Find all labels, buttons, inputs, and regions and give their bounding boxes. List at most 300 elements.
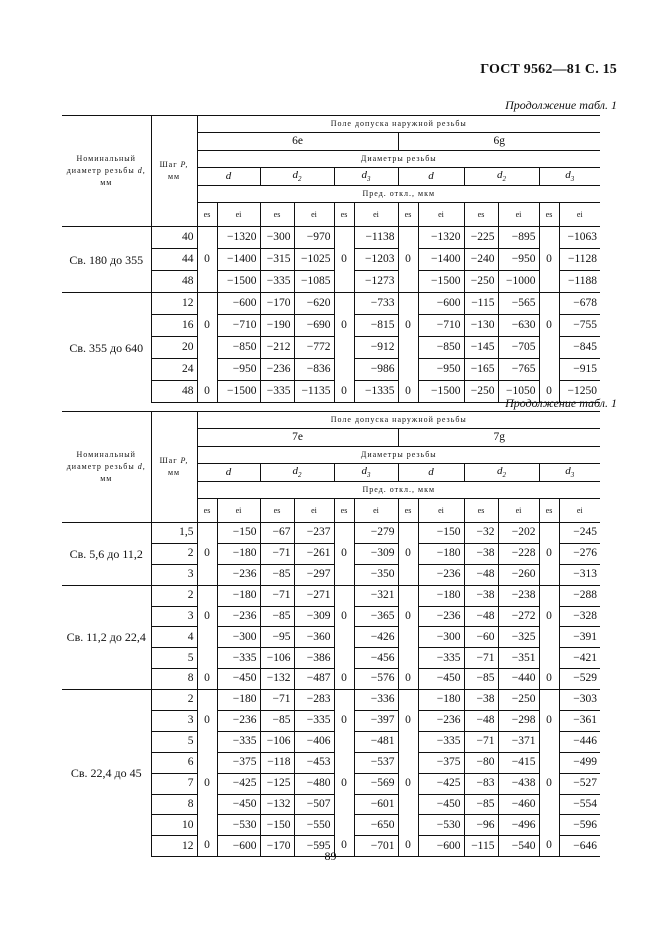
deviation-value: 0 — [539, 836, 559, 857]
deviation-value: −733 — [354, 293, 398, 315]
deviation-value: −600 — [418, 836, 464, 857]
deviation-value: −38 — [464, 543, 498, 564]
deviation-value — [197, 648, 217, 669]
deviation-value: −1400 — [418, 249, 464, 271]
deviation-value: −386 — [294, 648, 334, 669]
deviation-value: −596 — [559, 815, 600, 836]
deviation-value: −236 — [260, 359, 294, 381]
deviation-value: −710 — [217, 315, 260, 337]
deviation-value: −180 — [418, 543, 464, 564]
deviation-value: −335 — [217, 731, 260, 752]
deviation-value: −537 — [354, 752, 398, 773]
deviation-value: −250 — [464, 381, 498, 403]
ei-header: ei — [217, 499, 260, 523]
deviation-value — [398, 359, 418, 381]
deviation-value: −170 — [260, 836, 294, 857]
deviation-value: −335 — [260, 381, 294, 403]
deviation-value: −32 — [464, 523, 498, 544]
deviation-value — [398, 815, 418, 836]
deviation-value: 0 — [539, 381, 559, 403]
deviation-value: −836 — [294, 359, 334, 381]
deviations-header: Пред. откл., мкм — [197, 482, 600, 499]
deviation-value: −450 — [217, 794, 260, 815]
deviation-value: −237 — [294, 523, 334, 544]
deviation-value: −527 — [559, 773, 600, 794]
deviation-value: −250 — [498, 690, 539, 711]
nominal-diameter-range: Св. 355 до 640 — [69, 340, 144, 355]
deviation-value: −701 — [354, 836, 398, 857]
deviation-value: −315 — [260, 249, 294, 271]
field-header: Поле допуска наружной резьбы — [197, 412, 600, 429]
deviation-value — [539, 752, 559, 773]
deviation-value — [539, 815, 559, 836]
deviation-value: −1203 — [354, 249, 398, 271]
deviation-value: −260 — [498, 564, 539, 585]
deviation-value: −507 — [294, 794, 334, 815]
ei-header: ei — [559, 499, 600, 523]
deviation-value: −375 — [418, 752, 464, 773]
deviation-value: −228 — [498, 543, 539, 564]
deviation-value: −850 — [418, 337, 464, 359]
deviation-value: −71 — [260, 543, 294, 564]
tolerance-table-2 — [62, 411, 600, 857]
deviation-value: −496 — [498, 815, 539, 836]
deviation-value: −60 — [464, 627, 498, 648]
step-value: 20 — [151, 337, 197, 359]
deviation-value: 0 — [539, 606, 559, 627]
deviation-value: −298 — [498, 711, 539, 732]
deviation-value: −313 — [559, 564, 600, 585]
table-row — [62, 690, 600, 711]
deviation-value: 0 — [197, 315, 217, 337]
deviation-value: −595 — [294, 836, 334, 857]
deviation-value: 0 — [197, 773, 217, 794]
step-value: 3 — [151, 564, 197, 585]
deviation-value: −85 — [260, 564, 294, 585]
es-header: es — [334, 203, 354, 227]
field-header: Поле допуска наружной резьбы — [197, 116, 600, 133]
deviation-value — [398, 564, 418, 585]
deviation-value: −480 — [294, 773, 334, 794]
deviation-value — [539, 337, 559, 359]
deviation-value — [539, 690, 559, 711]
deviation-value: 0 — [398, 711, 418, 732]
step-value: 2 — [151, 585, 197, 606]
deviation-value: −335 — [217, 648, 260, 669]
deviation-value: 0 — [398, 773, 418, 794]
step-value: 5 — [151, 648, 197, 669]
deviation-value: −1135 — [294, 381, 334, 403]
deviation-value: 0 — [197, 381, 217, 403]
deviations-header: Пред. откл., мкм — [197, 186, 600, 203]
step-value: 1,5 — [151, 523, 197, 544]
deviation-value: −236 — [418, 564, 464, 585]
deviation-value: −106 — [260, 648, 294, 669]
deviation-value: −460 — [498, 794, 539, 815]
deviation-value: −309 — [354, 543, 398, 564]
deviation-value: −453 — [294, 752, 334, 773]
deviation-value: −48 — [464, 606, 498, 627]
deviation-value: 0 — [334, 315, 354, 337]
deviation-value: −276 — [559, 543, 600, 564]
deviation-value: −71 — [464, 648, 498, 669]
table-row — [62, 585, 600, 606]
deviation-value: −421 — [559, 648, 600, 669]
ei-header: ei — [559, 203, 600, 227]
deviation-value: −755 — [559, 315, 600, 337]
deviation-value — [398, 752, 418, 773]
deviation-value — [334, 648, 354, 669]
deviation-value: −85 — [464, 669, 498, 690]
deviation-value: −83 — [464, 773, 498, 794]
deviation-value — [334, 523, 354, 544]
deviation-value: 0 — [197, 711, 217, 732]
step-value: 8 — [151, 669, 197, 690]
deviation-value — [334, 293, 354, 315]
deviation-value — [197, 585, 217, 606]
deviation-value: −236 — [418, 606, 464, 627]
diam-d-header: d — [398, 168, 464, 186]
deviation-value: −1500 — [418, 271, 464, 293]
deviation-value: −236 — [217, 711, 260, 732]
deviation-value: −180 — [418, 585, 464, 606]
deviation-value: 0 — [398, 249, 418, 271]
deviation-value: −1050 — [498, 381, 539, 403]
deviation-value: 0 — [197, 836, 217, 857]
deviation-value — [539, 627, 559, 648]
deviation-value — [539, 794, 559, 815]
deviation-value: −238 — [498, 585, 539, 606]
deviation-value — [398, 271, 418, 293]
deviation-value: −600 — [217, 293, 260, 315]
deviation-value: 0 — [197, 669, 217, 690]
deviation-value: −145 — [464, 337, 498, 359]
step-value: 12 — [151, 293, 197, 315]
deviation-value: −250 — [464, 271, 498, 293]
diam-d3-header: $d_3$ — [334, 464, 398, 482]
deviation-value — [197, 523, 217, 544]
deviation-value: 0 — [539, 249, 559, 271]
deviation-value: −565 — [498, 293, 539, 315]
deviation-value: −150 — [260, 815, 294, 836]
ei-header: ei — [354, 499, 398, 523]
step-value: 40 — [151, 227, 197, 249]
diam-d2-header: $d_2$ — [464, 464, 539, 482]
step-value: 2 — [151, 690, 197, 711]
step-value: 12 — [151, 836, 197, 857]
deviation-value: −630 — [498, 315, 539, 337]
step-value: 8 — [151, 794, 197, 815]
deviation-value: −438 — [498, 773, 539, 794]
continuation-note-2: Продолжение табл. 1 — [505, 396, 617, 410]
deviation-value — [197, 359, 217, 381]
deviation-value: 0 — [197, 606, 217, 627]
deviation-value: −125 — [260, 773, 294, 794]
step-header: Шаг P, мм — [151, 412, 197, 523]
deviation-value: −1335 — [354, 381, 398, 403]
deviation-value: −705 — [498, 337, 539, 359]
deviation-value: −1138 — [354, 227, 398, 249]
deviation-value: −530 — [217, 815, 260, 836]
deviation-value: 0 — [334, 836, 354, 857]
deviation-value: −554 — [559, 794, 600, 815]
step-value: 6 — [151, 752, 197, 773]
deviation-value — [197, 752, 217, 773]
ei-header: ei — [418, 203, 464, 227]
diameters-header: Диаметры резьбы — [197, 447, 600, 464]
diam-d2-header: $d_2$ — [260, 168, 334, 186]
deviation-value — [334, 359, 354, 381]
deviation-value — [539, 227, 559, 249]
deviation-value: −915 — [559, 359, 600, 381]
diam-d3-header: $d_3$ — [334, 168, 398, 186]
deviation-value — [197, 731, 217, 752]
deviation-value: 0 — [334, 543, 354, 564]
diameters-header: Диаметры резьбы — [197, 151, 600, 168]
es-header: es — [197, 499, 217, 523]
deviation-value: −85 — [260, 606, 294, 627]
field-6e: 6e — [197, 133, 398, 151]
deviation-value: −601 — [354, 794, 398, 815]
deviation-value: −350 — [354, 564, 398, 585]
deviation-value: −132 — [260, 669, 294, 690]
deviation-value: −71 — [464, 731, 498, 752]
deviation-value: −212 — [260, 337, 294, 359]
deviation-value: −450 — [217, 669, 260, 690]
deviation-value: −351 — [498, 648, 539, 669]
deviation-value: −425 — [217, 773, 260, 794]
deviation-value — [197, 627, 217, 648]
nominal-diameter-range: Св. 11,2 до 22,4 — [62, 585, 151, 689]
deviation-value: −845 — [559, 337, 600, 359]
deviation-value: 0 — [398, 836, 418, 857]
deviation-value: −481 — [354, 731, 398, 752]
diam-d-header: d — [197, 464, 260, 482]
deviation-value: −150 — [418, 523, 464, 544]
field-6g: 6g — [398, 133, 600, 151]
deviation-value: −180 — [217, 543, 260, 564]
ei-header: ei — [217, 203, 260, 227]
deviation-value: −321 — [354, 585, 398, 606]
es-header: es — [398, 203, 418, 227]
deviation-value: −80 — [464, 752, 498, 773]
continuation-note-1: Продолжение табл. 1 — [505, 98, 617, 112]
tolerance-table-1 — [62, 115, 600, 403]
es-header: es — [464, 203, 498, 227]
deviation-value: −236 — [217, 564, 260, 585]
deviation-value: −1273 — [354, 271, 398, 293]
deviation-value: −300 — [418, 627, 464, 648]
deviation-value: −365 — [354, 606, 398, 627]
deviation-value: −1500 — [217, 271, 260, 293]
deviation-value — [197, 271, 217, 293]
deviation-value — [334, 731, 354, 752]
es-header: es — [464, 499, 498, 523]
deviation-value: −85 — [464, 794, 498, 815]
deviation-value: 0 — [398, 606, 418, 627]
deviation-value: −765 — [498, 359, 539, 381]
deviation-value: 0 — [197, 543, 217, 564]
deviation-value: −950 — [498, 249, 539, 271]
deviation-value: −815 — [354, 315, 398, 337]
deviation-value — [398, 731, 418, 752]
deviation-value: −678 — [559, 293, 600, 315]
deviation-value — [398, 585, 418, 606]
deviation-value: −375 — [217, 752, 260, 773]
deviation-value: −236 — [217, 606, 260, 627]
deviation-value: −895 — [498, 227, 539, 249]
deviation-value — [334, 690, 354, 711]
deviation-value: −540 — [498, 836, 539, 857]
deviation-value: −279 — [354, 523, 398, 544]
deviation-value — [398, 627, 418, 648]
deviation-value: −426 — [354, 627, 398, 648]
deviation-value: −361 — [559, 711, 600, 732]
table-row — [62, 293, 600, 315]
deviation-value: 0 — [334, 711, 354, 732]
field-7g: 7g — [398, 429, 600, 447]
deviation-value: 0 — [539, 773, 559, 794]
deviation-value — [334, 564, 354, 585]
deviation-value: −328 — [559, 606, 600, 627]
deviation-value: −85 — [260, 711, 294, 732]
deviation-value — [539, 271, 559, 293]
deviation-value: −180 — [418, 690, 464, 711]
document-header: ГОСТ 9562—81 С. 15 — [480, 62, 617, 77]
deviation-value: −646 — [559, 836, 600, 857]
deviation-value: −569 — [354, 773, 398, 794]
deviation-value — [398, 794, 418, 815]
deviation-value: −650 — [354, 815, 398, 836]
es-header: es — [260, 499, 294, 523]
step-value: 10 — [151, 815, 197, 836]
diam-d2-header: $d_2$ — [464, 168, 539, 186]
step-value: 44 — [151, 249, 197, 271]
deviation-value: −425 — [418, 773, 464, 794]
deviation-value: −1500 — [418, 381, 464, 403]
deviation-value — [539, 731, 559, 752]
deviation-value: 0 — [398, 669, 418, 690]
diam-d3-header: $d_3$ — [539, 168, 600, 186]
deviation-value — [334, 627, 354, 648]
diam-d3-header: $d_3$ — [539, 464, 600, 482]
deviation-value: −391 — [559, 627, 600, 648]
table-row — [62, 523, 600, 544]
deviation-value: −115 — [464, 293, 498, 315]
deviation-value — [334, 815, 354, 836]
deviation-value: 0 — [334, 381, 354, 403]
deviation-value: −406 — [294, 731, 334, 752]
deviation-value: −95 — [260, 627, 294, 648]
es-header: es — [197, 203, 217, 227]
nominal-diameter-header: Номинальный диаметр резьбы d, мм — [62, 116, 151, 227]
deviation-value: −170 — [260, 293, 294, 315]
deviation-value — [539, 293, 559, 315]
deviation-value: −1063 — [559, 227, 600, 249]
deviation-value: −456 — [354, 648, 398, 669]
deviation-value: −1128 — [559, 249, 600, 271]
ei-header: ei — [294, 203, 334, 227]
deviation-value — [539, 523, 559, 544]
es-header: es — [334, 499, 354, 523]
deviation-value: −336 — [354, 690, 398, 711]
deviation-value: −300 — [260, 227, 294, 249]
es-header: es — [398, 499, 418, 523]
deviation-value: −150 — [217, 523, 260, 544]
deviation-value: −487 — [294, 669, 334, 690]
deviation-value: −950 — [418, 359, 464, 381]
deviation-value — [197, 794, 217, 815]
deviation-value: −325 — [498, 627, 539, 648]
deviation-value: −297 — [294, 564, 334, 585]
table-row — [62, 227, 600, 249]
deviation-value — [197, 337, 217, 359]
diam-d-header: d — [197, 168, 260, 186]
deviation-value: −970 — [294, 227, 334, 249]
nominal-diameter-range: Св. 5,6 до 11,2 — [62, 523, 151, 586]
deviation-value: −450 — [418, 669, 464, 690]
deviation-value: −245 — [559, 523, 600, 544]
deviation-value: −1000 — [498, 271, 539, 293]
diam-d-header: d — [398, 464, 464, 482]
deviation-value: 0 — [398, 381, 418, 403]
deviation-value: −600 — [217, 836, 260, 857]
deviation-value: −335 — [418, 731, 464, 752]
es-header: es — [260, 203, 294, 227]
deviation-value: 0 — [334, 773, 354, 794]
deviation-value — [334, 794, 354, 815]
deviation-value — [197, 227, 217, 249]
deviation-value: −180 — [217, 585, 260, 606]
deviation-value — [398, 648, 418, 669]
deviation-value: −912 — [354, 337, 398, 359]
deviation-value: −271 — [294, 585, 334, 606]
deviation-value: −71 — [260, 585, 294, 606]
es-header: es — [539, 203, 559, 227]
step-value: 16 — [151, 315, 197, 337]
deviation-value: −303 — [559, 690, 600, 711]
deviation-value — [398, 227, 418, 249]
deviation-value — [334, 271, 354, 293]
deviation-value: 0 — [334, 669, 354, 690]
ei-header: ei — [498, 499, 539, 523]
deviation-value: −1025 — [294, 249, 334, 271]
step-value: 3 — [151, 711, 197, 732]
deviation-value: −850 — [217, 337, 260, 359]
deviation-value: −950 — [217, 359, 260, 381]
deviation-value: −690 — [294, 315, 334, 337]
deviation-value: 0 — [197, 249, 217, 271]
deviation-value — [539, 648, 559, 669]
es-header: es — [539, 499, 559, 523]
deviation-value: −710 — [418, 315, 464, 337]
deviation-value: −397 — [354, 711, 398, 732]
deviation-value: −115 — [464, 836, 498, 857]
deviation-value: −335 — [294, 711, 334, 732]
deviation-value: −450 — [418, 794, 464, 815]
step-value: 24 — [151, 359, 197, 381]
deviation-value: −225 — [464, 227, 498, 249]
deviation-value: −71 — [260, 690, 294, 711]
deviation-value: −261 — [294, 543, 334, 564]
deviation-value — [398, 337, 418, 359]
deviation-value: −550 — [294, 815, 334, 836]
step-value: 4 — [151, 627, 197, 648]
deviation-value — [197, 293, 217, 315]
step-value: 48 — [151, 381, 197, 403]
deviation-value: −446 — [559, 731, 600, 752]
deviation-value: −415 — [498, 752, 539, 773]
